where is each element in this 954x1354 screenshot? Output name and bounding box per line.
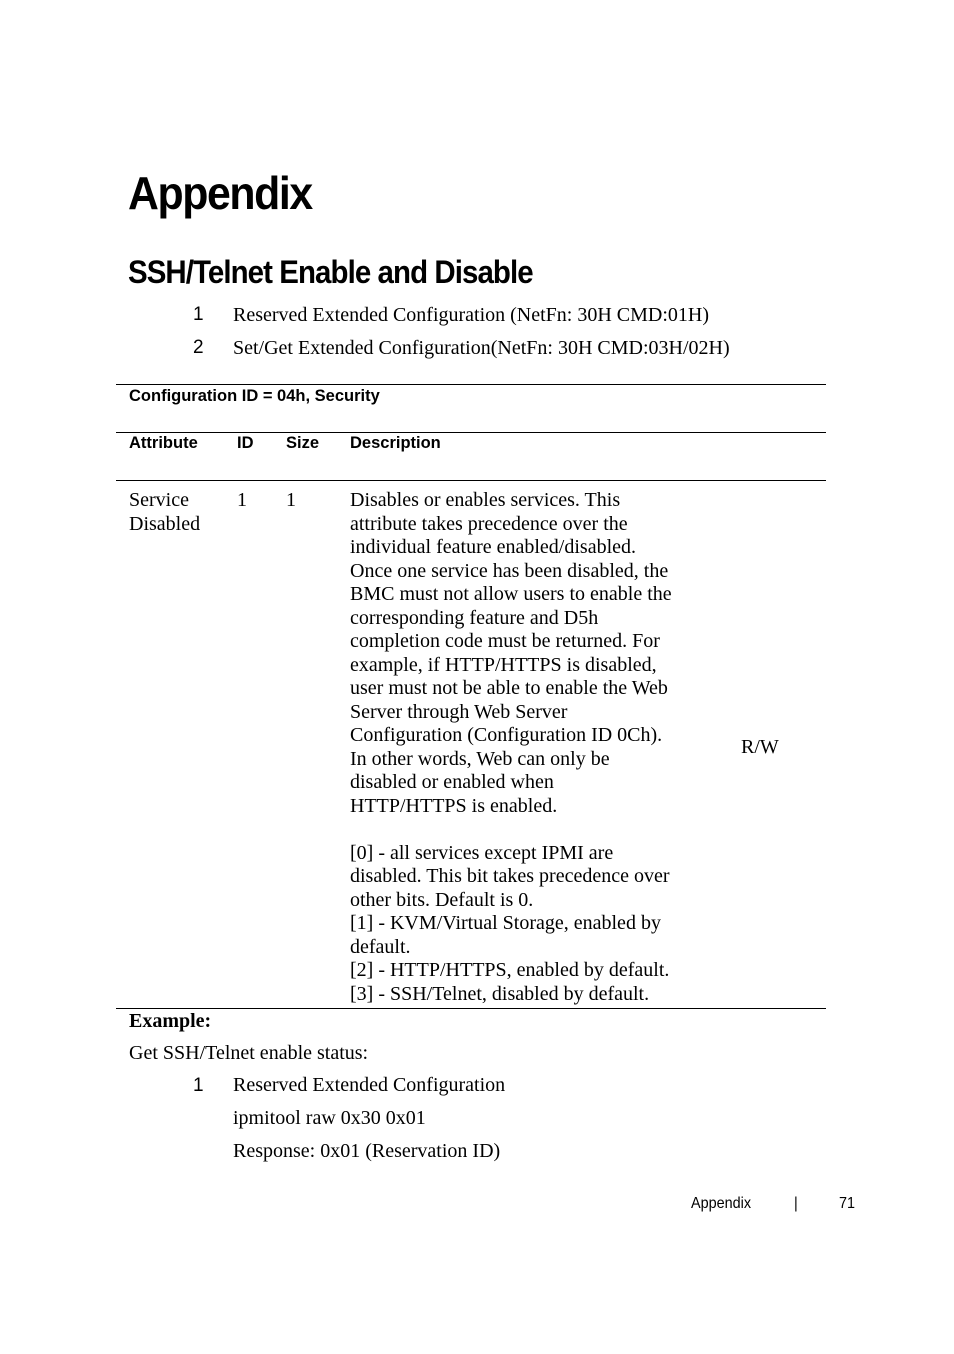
footer-section: Appendix (691, 1195, 752, 1212)
list-item-text: Reserved Extended Configuration (NetFn: 30H CMD:01H) (233, 304, 710, 326)
table-top-rule (116, 384, 826, 385)
example-step-number: 1 (193, 1075, 204, 1096)
bits-line: [1] - KVM/Virtual Storage, enabled by (350, 912, 661, 934)
description-line: attribute takes precedence over the (350, 512, 628, 535)
description-line: completion code must be returned. For (350, 630, 660, 652)
example-response: Response: 0x01 (Reservation ID) (233, 1140, 501, 1162)
column-header-attribute: Attribute (129, 434, 198, 452)
description-line: user must not be able to enable the Web (350, 677, 668, 699)
description-line: Configuration (Configuration ID 0Ch). (350, 724, 663, 746)
section-title: SSH/Telnet Enable and Disable (128, 254, 533, 290)
description-line: individual feature enabled/disabled. (350, 536, 637, 558)
id-cell: 1 (237, 489, 247, 511)
paragraph-gap (350, 818, 730, 842)
bits-line: disabled. This bit takes precedence over (350, 865, 670, 887)
description-line: BMC must not allow users to enable the (350, 583, 672, 605)
attribute-cell-line2: Disabled (129, 513, 201, 535)
bits-line: [3] - SSH/Telnet, disabled by default. (350, 982, 650, 1005)
description-line: In other words, Web can only be (350, 747, 610, 770)
list-item-number: 1 (193, 304, 204, 325)
bits-line: other bits. Default is 0. (350, 888, 534, 911)
description-line: Server through Web Server (350, 700, 568, 723)
list-item-number: 2 (193, 337, 204, 358)
access-cell: R/W (741, 736, 779, 758)
column-header-id: ID (237, 434, 254, 452)
table-header-rule (116, 432, 826, 433)
example-step-line: Reserved Extended Configuration (233, 1074, 506, 1096)
description-line: Disables or enables services. This (350, 489, 621, 511)
bits-line: [2] - HTTP/HTTPS, enabled by default. (350, 959, 670, 981)
size-cell: 1 (286, 489, 296, 511)
footer-separator: | (794, 1195, 798, 1212)
attribute-cell-line1: Service (129, 489, 189, 511)
column-header-size: Size (286, 434, 320, 452)
description-line: corresponding feature and D5h (350, 606, 599, 629)
table-caption: Configuration ID = 04h, Security (129, 387, 380, 405)
description-line: Once one service has been disabled, the (350, 559, 669, 582)
description-line: disabled or enabled when (350, 771, 554, 793)
description-line: HTTP/HTTPS is enabled. (350, 794, 558, 817)
bits-line: default. (350, 935, 411, 958)
column-header-description: Description (350, 434, 441, 452)
bits-line: [0] - all services except IPMI are (350, 841, 614, 864)
table-body-rule (116, 480, 826, 481)
list-item-text: Set/Get Extended Configuration(NetFn: 30H CMD:03H/02H) (233, 337, 730, 359)
example-command: ipmitool raw 0x30 0x01 (233, 1107, 426, 1129)
table-bottom-rule (116, 1008, 826, 1009)
example-heading: Example: (129, 1010, 212, 1032)
chapter-title: Appendix (128, 167, 312, 219)
description-cell (350, 489, 730, 1006)
example-intro: Get SSH/Telnet enable status: (129, 1042, 369, 1064)
description-line: example, if HTTP/HTTPS is disabled, (350, 653, 657, 676)
page-number: 71 (839, 1195, 856, 1212)
